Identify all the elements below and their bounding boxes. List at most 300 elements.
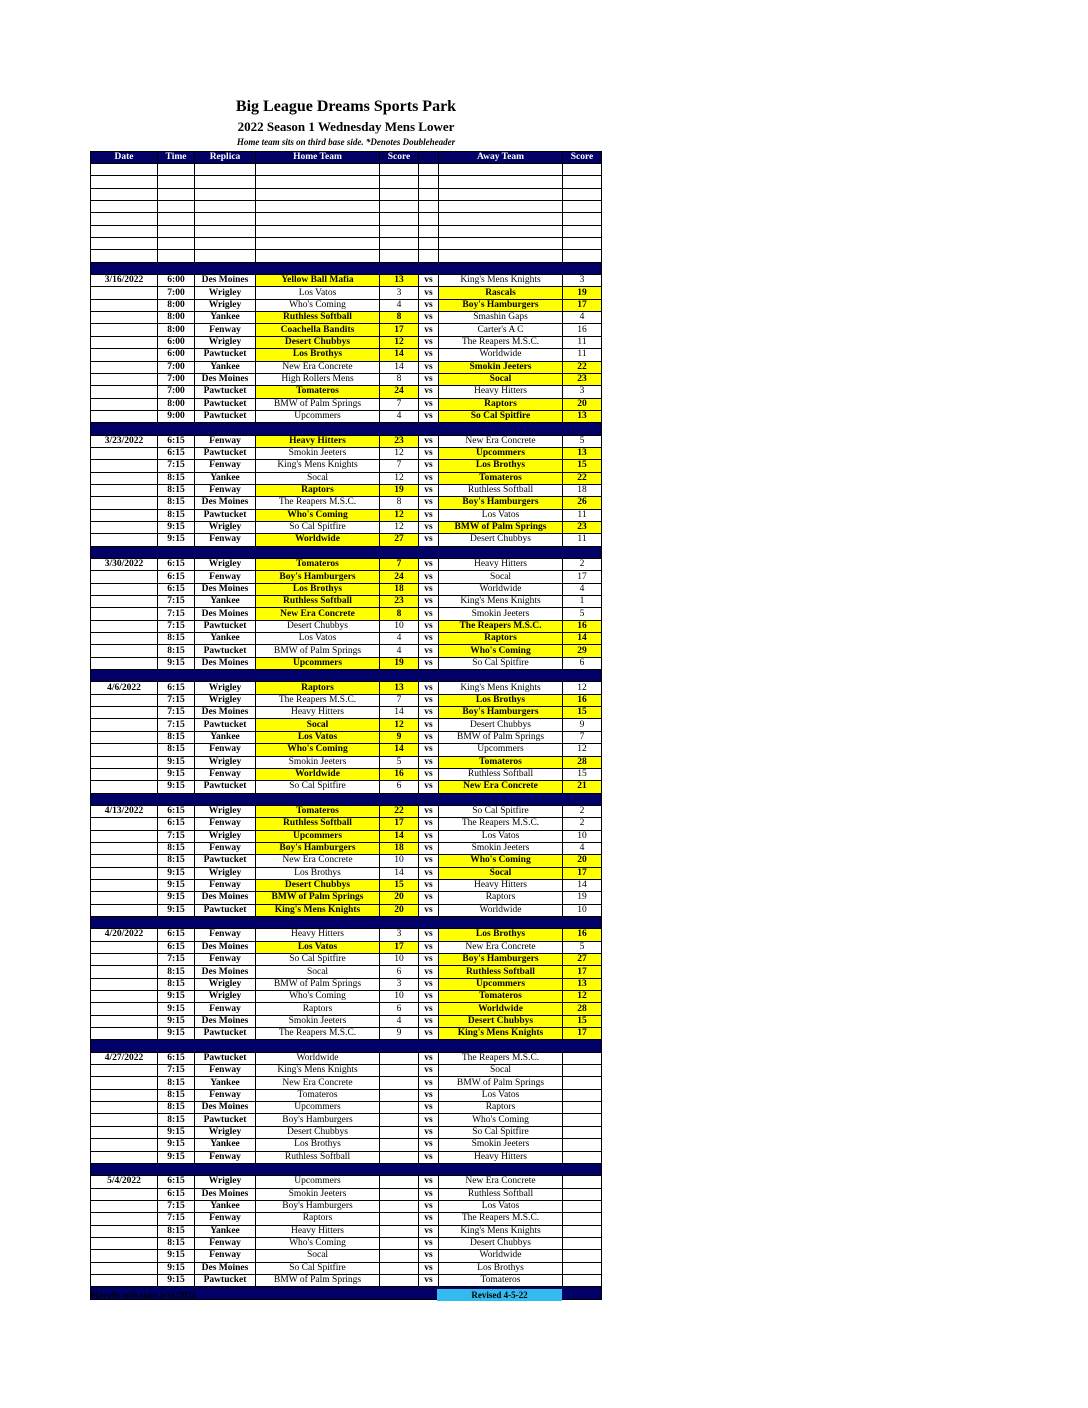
game-row (91, 645, 602, 657)
game-date (91, 1089, 158, 1101)
vs-label: vs (419, 361, 439, 373)
game-date (91, 1065, 158, 1077)
game-row (91, 842, 602, 854)
away-team: Smokin Jeeters (439, 608, 563, 620)
away-team: Upcommers (439, 978, 563, 990)
away-team: King's Mens Knights (439, 682, 563, 694)
blank-row (91, 238, 602, 250)
vs-label: vs (419, 608, 439, 620)
away-score: 27 (563, 954, 602, 966)
game-row (91, 596, 602, 608)
away-score: 16 (563, 620, 602, 632)
game-date (91, 583, 158, 595)
game-date (91, 867, 158, 879)
separator-bar (91, 1040, 602, 1052)
game-date (91, 694, 158, 706)
home-score (380, 1089, 419, 1101)
blank-cell (563, 201, 602, 213)
game-field: Pawtucket (195, 645, 256, 657)
vs-label: vs (419, 1126, 439, 1138)
away-team: BMW of Palm Springs (439, 1077, 563, 1089)
blank-cell (439, 188, 563, 200)
game-date (91, 707, 158, 719)
away-score (563, 1089, 602, 1101)
game-field: Pawtucket (195, 398, 256, 410)
game-time: 6:15 (158, 1176, 195, 1188)
home-score (380, 1052, 419, 1064)
vs-label: vs (419, 1237, 439, 1249)
vs-label: vs (419, 904, 439, 916)
game-time: 7:15 (158, 719, 195, 731)
blank-cell (563, 225, 602, 237)
away-team: The Reapers M.S.C. (439, 336, 563, 348)
game-field: Pawtucket (195, 386, 256, 398)
blank-cell (91, 250, 158, 262)
game-time: 7:15 (158, 596, 195, 608)
away-team: New Era Concrete (439, 1176, 563, 1188)
blank-cell (563, 238, 602, 250)
away-team: Smokin Jeeters (439, 361, 563, 373)
game-row (91, 904, 602, 916)
vs-label: vs (419, 1225, 439, 1237)
home-team: New Era Concrete (256, 608, 380, 620)
home-team: Upcommers (256, 1176, 380, 1188)
vs-label: vs (419, 830, 439, 842)
away-score (563, 1213, 602, 1225)
vs-label: vs (419, 287, 439, 299)
game-field: Wrigley (195, 521, 256, 533)
game-row (91, 978, 602, 990)
blank-cell (256, 188, 380, 200)
vs-label: vs (419, 1102, 439, 1114)
away-team: Boy's Hamburgers (439, 497, 563, 509)
game-date (91, 620, 158, 632)
game-field: Wrigley (195, 299, 256, 311)
game-time: 9:15 (158, 756, 195, 768)
game-date (91, 1015, 158, 1027)
away-team: Worldwide (439, 583, 563, 595)
home-team: The Reapers M.S.C. (256, 1028, 380, 1040)
game-date (91, 447, 158, 459)
vs-label: vs (419, 275, 439, 287)
game-time: 9:15 (158, 1151, 195, 1163)
away-score: 19 (563, 892, 602, 904)
game-date: 3/30/2022 (91, 559, 158, 571)
blank-cell (563, 188, 602, 200)
vs-label: vs (419, 1139, 439, 1151)
blank-row (91, 225, 602, 237)
separator-bar (91, 670, 602, 682)
home-score: 15 (380, 879, 419, 891)
vs-label: vs (419, 978, 439, 990)
col-header-away-team: Away Team (439, 152, 563, 164)
game-field: Fenway (195, 435, 256, 447)
away-team: Los Vatos (439, 509, 563, 521)
game-field: Yankee (195, 1225, 256, 1237)
vs-label: vs (419, 744, 439, 756)
playoffs-note: Playoffs will start 5/11/2022 (90, 1290, 196, 1300)
game-date (91, 1213, 158, 1225)
col-header-time: Time (158, 152, 195, 164)
away-team: King's Mens Knights (439, 1028, 563, 1040)
home-score: 3 (380, 978, 419, 990)
away-score: 4 (563, 842, 602, 854)
home-score: 24 (380, 386, 419, 398)
game-field: Yankee (195, 472, 256, 484)
game-field: Des Moines (195, 707, 256, 719)
game-field: Fenway (195, 1213, 256, 1225)
game-time: 8:00 (158, 324, 195, 336)
game-time: 7:15 (158, 460, 195, 472)
game-time: 9:15 (158, 657, 195, 669)
blank-cell (256, 250, 380, 262)
game-date (91, 534, 158, 546)
separator-bar (91, 546, 602, 558)
home-team: Smokin Jeeters (256, 447, 380, 459)
home-score: 23 (380, 596, 419, 608)
away-score (563, 1151, 602, 1163)
game-row (91, 373, 602, 385)
home-score: 4 (380, 299, 419, 311)
home-score (380, 1126, 419, 1138)
away-team: Who's Coming (439, 855, 563, 867)
away-score: 12 (563, 744, 602, 756)
away-team: Raptors (439, 398, 563, 410)
game-field: Wrigley (195, 694, 256, 706)
home-score: 17 (380, 324, 419, 336)
vs-label: vs (419, 1188, 439, 1200)
home-score (380, 1139, 419, 1151)
game-row (91, 299, 602, 311)
game-field: Yankee (195, 596, 256, 608)
game-time: 9:15 (158, 991, 195, 1003)
game-time: 8:15 (158, 966, 195, 978)
game-field: Pawtucket (195, 410, 256, 422)
blank-cell (91, 238, 158, 250)
home-score: 4 (380, 645, 419, 657)
game-row (91, 1225, 602, 1237)
vs-label: vs (419, 559, 439, 571)
vs-label: vs (419, 818, 439, 830)
home-team: Los Brothys (256, 867, 380, 879)
home-team: Tomateros (256, 1089, 380, 1101)
week-separator (91, 1040, 602, 1052)
away-team: New Era Concrete (439, 435, 563, 447)
game-row (91, 324, 602, 336)
away-score: 28 (563, 1003, 602, 1015)
away-team: Raptors (439, 892, 563, 904)
vs-label: vs (419, 707, 439, 719)
game-field: Des Moines (195, 1102, 256, 1114)
vs-label: vs (419, 1028, 439, 1040)
home-score: 18 (380, 842, 419, 854)
away-score (563, 1126, 602, 1138)
blank-cell (158, 176, 195, 188)
home-team: Los Vatos (256, 731, 380, 743)
away-team: Desert Chubbys (439, 1237, 563, 1249)
away-team: So Cal Spitfire (439, 1126, 563, 1138)
game-date (91, 398, 158, 410)
game-time: 6:15 (158, 941, 195, 953)
game-date (91, 1274, 158, 1286)
game-time: 9:00 (158, 410, 195, 422)
game-row (91, 781, 602, 793)
blank-cell (563, 176, 602, 188)
home-team: Raptors (256, 484, 380, 496)
home-score: 4 (380, 633, 419, 645)
blank-cell (439, 250, 563, 262)
away-score (563, 1102, 602, 1114)
away-team: Socal (439, 1065, 563, 1077)
game-field: Wrigley (195, 682, 256, 694)
away-score: 21 (563, 781, 602, 793)
vs-label: vs (419, 954, 439, 966)
away-score: 18 (563, 484, 602, 496)
home-score: 7 (380, 460, 419, 472)
game-time: 9:15 (158, 781, 195, 793)
col-header-away-score: Score (563, 152, 602, 164)
vs-label: vs (419, 386, 439, 398)
vs-label: vs (419, 719, 439, 731)
game-date (91, 657, 158, 669)
vs-label: vs (419, 460, 439, 472)
home-team: Ruthless Softball (256, 1151, 380, 1163)
home-team: Ruthless Softball (256, 818, 380, 830)
game-field: Fenway (195, 484, 256, 496)
blank-cell (91, 164, 158, 176)
vs-label: vs (419, 596, 439, 608)
away-score: 5 (563, 435, 602, 447)
blank-cell (91, 176, 158, 188)
away-score: 3 (563, 275, 602, 287)
game-row (91, 1200, 602, 1212)
away-team: BMW of Palm Springs (439, 731, 563, 743)
away-score: 16 (563, 324, 602, 336)
game-field: Yankee (195, 361, 256, 373)
game-field: Pawtucket (195, 1114, 256, 1126)
vs-label: vs (419, 1077, 439, 1089)
home-score: 22 (380, 805, 419, 817)
game-date (91, 608, 158, 620)
blank-cell (419, 176, 439, 188)
game-field: Pawtucket (195, 1274, 256, 1286)
home-score: 6 (380, 781, 419, 793)
vs-label: vs (419, 768, 439, 780)
game-time: 6:15 (158, 559, 195, 571)
game-time: 8:15 (158, 484, 195, 496)
game-row (91, 991, 602, 1003)
blank-cell (439, 213, 563, 225)
game-date (91, 521, 158, 533)
game-time: 7:00 (158, 287, 195, 299)
away-score: 17 (563, 966, 602, 978)
game-date (91, 830, 158, 842)
blank-row (91, 164, 602, 176)
away-score: 11 (563, 349, 602, 361)
blank-row (91, 188, 602, 200)
home-score: 14 (380, 349, 419, 361)
game-time: 9:15 (158, 867, 195, 879)
game-field: Wrigley (195, 991, 256, 1003)
away-team: Who's Coming (439, 1114, 563, 1126)
away-score: 19 (563, 287, 602, 299)
game-time: 6:15 (158, 1052, 195, 1064)
separator-bar (91, 1163, 602, 1175)
game-row (91, 756, 602, 768)
game-date (91, 744, 158, 756)
away-score: 17 (563, 867, 602, 879)
game-field: Pawtucket (195, 719, 256, 731)
away-score: 15 (563, 768, 602, 780)
game-date (91, 954, 158, 966)
vs-label: vs (419, 1262, 439, 1274)
game-date (91, 1126, 158, 1138)
away-team: Heavy Hitters (439, 559, 563, 571)
home-score: 14 (380, 361, 419, 373)
blank-cell (380, 213, 419, 225)
away-score (563, 1114, 602, 1126)
game-row (91, 1213, 602, 1225)
home-team: Worldwide (256, 768, 380, 780)
game-row (91, 1126, 602, 1138)
blank-cell (256, 238, 380, 250)
game-field: Fenway (195, 1151, 256, 1163)
away-score: 4 (563, 583, 602, 595)
game-date (91, 361, 158, 373)
game-row (91, 744, 602, 756)
vs-label: vs (419, 1065, 439, 1077)
away-team: Carter's A C (439, 324, 563, 336)
away-score (563, 1262, 602, 1274)
away-team: Ruthless Softball (439, 768, 563, 780)
home-team: Worldwide (256, 534, 380, 546)
home-team: The Reapers M.S.C. (256, 694, 380, 706)
game-time: 6:15 (158, 805, 195, 817)
game-field: Pawtucket (195, 447, 256, 459)
home-score: 10 (380, 991, 419, 1003)
away-team: Ruthless Softball (439, 484, 563, 496)
blank-cell (419, 164, 439, 176)
away-team: Boy's Hamburgers (439, 954, 563, 966)
vs-label: vs (419, 398, 439, 410)
vs-label: vs (419, 929, 439, 941)
blank-cell (439, 238, 563, 250)
game-row (91, 1151, 602, 1163)
home-team: So Cal Spitfire (256, 521, 380, 533)
game-field: Des Moines (195, 892, 256, 904)
home-score: 12 (380, 521, 419, 533)
blank-cell (195, 225, 256, 237)
blank-cell (158, 213, 195, 225)
away-score: 2 (563, 818, 602, 830)
game-row (91, 275, 602, 287)
away-score: 7 (563, 731, 602, 743)
away-score: 14 (563, 879, 602, 891)
game-field: Pawtucket (195, 904, 256, 916)
home-score (380, 1250, 419, 1262)
game-date (91, 941, 158, 953)
game-row (91, 707, 602, 719)
vs-label: vs (419, 312, 439, 324)
home-team: So Cal Spitfire (256, 781, 380, 793)
blank-cell (380, 238, 419, 250)
week-separator (91, 670, 602, 682)
away-team: BMW of Palm Springs (439, 521, 563, 533)
game-time: 6:15 (158, 583, 195, 595)
schedule-table (90, 151, 602, 1300)
away-team: New Era Concrete (439, 781, 563, 793)
col-header-vs (419, 152, 439, 164)
home-score: 10 (380, 954, 419, 966)
game-field: Wrigley (195, 756, 256, 768)
away-score: 13 (563, 978, 602, 990)
home-score: 10 (380, 620, 419, 632)
game-row (91, 509, 602, 521)
away-team: Smashin Gaps (439, 312, 563, 324)
home-team: Smokin Jeeters (256, 1188, 380, 1200)
game-time: 8:15 (158, 1225, 195, 1237)
game-row (91, 694, 602, 706)
game-field: Des Moines (195, 373, 256, 385)
game-field: Fenway (195, 744, 256, 756)
game-date (91, 978, 158, 990)
away-score (563, 1200, 602, 1212)
vs-label: vs (419, 1052, 439, 1064)
away-team: Heavy Hitters (439, 879, 563, 891)
away-score: 26 (563, 497, 602, 509)
home-team: BMW of Palm Springs (256, 398, 380, 410)
home-score: 14 (380, 744, 419, 756)
home-score: 16 (380, 768, 419, 780)
game-date (91, 472, 158, 484)
home-score: 4 (380, 1015, 419, 1027)
away-team: King's Mens Knights (439, 1225, 563, 1237)
home-team: Raptors (256, 682, 380, 694)
away-score (563, 1176, 602, 1188)
away-score (563, 1052, 602, 1064)
game-date (91, 1003, 158, 1015)
home-score: 27 (380, 534, 419, 546)
vs-label: vs (419, 484, 439, 496)
separator-bar (91, 262, 602, 274)
away-team: Smokin Jeeters (439, 842, 563, 854)
blank-cell (256, 176, 380, 188)
game-time: 8:15 (158, 731, 195, 743)
game-time: 6:15 (158, 435, 195, 447)
home-score: 8 (380, 312, 419, 324)
revised-badge: Revised 4-5-22 (437, 1289, 562, 1301)
blank-cell (419, 213, 439, 225)
game-row (91, 633, 602, 645)
game-time: 9:15 (158, 1015, 195, 1027)
game-date (91, 336, 158, 348)
vs-label: vs (419, 1003, 439, 1015)
away-team: Socal (439, 571, 563, 583)
blank-cell (91, 213, 158, 225)
game-row (91, 879, 602, 891)
game-time: 9:15 (158, 1003, 195, 1015)
blank-cell (380, 201, 419, 213)
game-date (91, 324, 158, 336)
home-score: 13 (380, 275, 419, 287)
home-score: 9 (380, 1028, 419, 1040)
home-team: New Era Concrete (256, 361, 380, 373)
away-score: 11 (563, 336, 602, 348)
game-field: Pawtucket (195, 509, 256, 521)
game-time: 8:15 (158, 978, 195, 990)
game-row (91, 805, 602, 817)
blank-cell (419, 201, 439, 213)
